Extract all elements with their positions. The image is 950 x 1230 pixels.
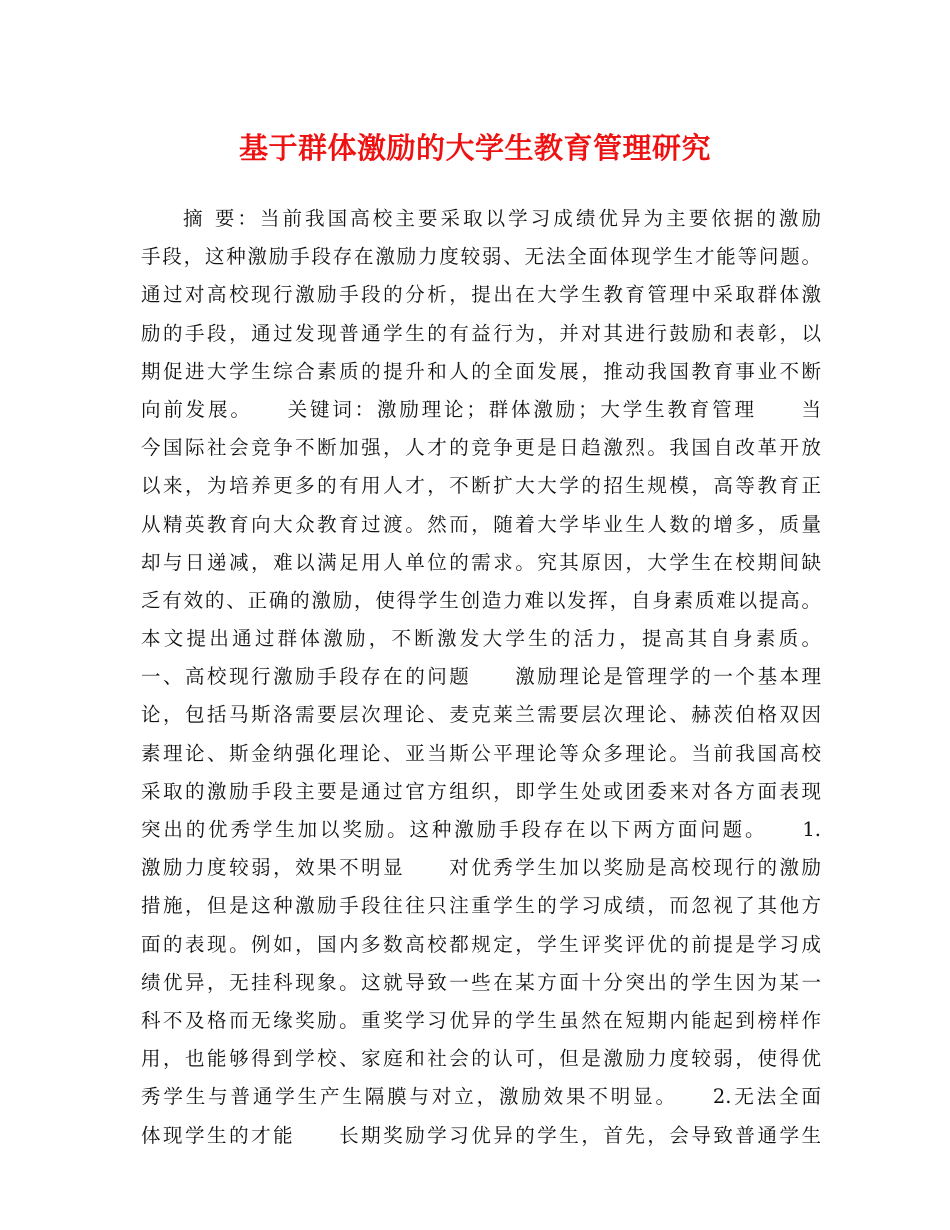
paragraph-line: 措施，但是这种激励手段往往只注重学生的学习成绩，而忽视了其他方 <box>141 894 821 918</box>
paragraph-line: 本文提出通过群体激励，不断激发大学生的活力，提高其自身素质。 <box>141 627 821 651</box>
paragraph-line: 突出的优秀学生加以奖励。这种激励手段存在以下两方面问题。 1. <box>141 818 821 841</box>
paragraph-line: 体现学生的才能 长期奖励学习优异的学生，首先，会导致普通学生 <box>141 1123 821 1147</box>
paragraph-line: 向前发展。 关键词：激励理论；群体激励；大学生教育管理 当 <box>141 397 821 421</box>
paragraph-line: 以来，为培养更多的有用人才，不断扩大大学的招生规模，高等教育正 <box>141 474 821 498</box>
paragraph-line: 却与日递减，难以满足用人单位的需求。究其原因，大学生在校期间缺 <box>141 550 821 574</box>
paragraph-line: 绩优异，无挂科现象。这就导致一些在某方面十分突出的学生因为某一 <box>141 970 821 994</box>
paragraph-line: 科不及格而无缘奖励。重奖学习优异的学生虽然在短期内能起到榜样作 <box>141 1008 821 1032</box>
paragraph-line: 手段，这种激励手段存在激励力度较弱、无法全面体现学生才能等问题。 <box>141 245 821 269</box>
paragraph-line: 今国际社会竞争不断加强，人才的竞争更是日趋激烈。我国自改革开放 <box>141 436 821 460</box>
paragraph-line: 通过对高校现行激励手段的分析，提出在大学生教育管理中采取群体激 <box>141 283 821 307</box>
paragraph-line: 素理论、斯金纳强化理论、亚当斯公平理论等众多理论。当前我国高校 <box>141 741 821 765</box>
document-body <box>141 200 821 1155</box>
paragraph-line: 论，包括马斯洛需要层次理论、麦克莱兰需要层次理论、赫茨伯格双因 <box>141 703 821 727</box>
paragraph-line: 乏有效的、正确的激励，使得学生创造力难以发挥，自身素质难以提高。 <box>141 588 821 612</box>
paragraph-line: 面的表现。例如，国内多数高校都规定，学生评奖评优的前提是学习成 <box>141 932 821 956</box>
paragraph-line: 期促进大学生综合素质的提升和人的全面发展，推动我国教育事业不断 <box>141 359 821 383</box>
paragraph-line: 采取的激励手段主要是通过官方组织，即学生处或团委来对各方面表现 <box>141 779 821 803</box>
paragraph-line: 秀学生与普通学生产生隔膜与对立，激励效果不明显。 2.无法全面 <box>141 1085 821 1109</box>
paragraph-line: 激励力度较弱，效果不明显 对优秀学生加以奖励是高校现行的激励 <box>141 856 821 880</box>
paragraph-line: 从精英教育向大众教育过渡。然而，随着大学毕业生人数的增多，质量 <box>141 512 821 536</box>
document-title: 基于群体激励的大学生教育管理研究 <box>238 131 711 165</box>
paragraph-line: 一、高校现行激励手段存在的问题 激励理论是管理学的一个基本理 <box>141 665 821 689</box>
paragraph-line: 励的手段，通过发现普通学生的有益行为，并对其进行鼓励和表彰，以 <box>141 321 821 345</box>
paragraph-line: 用，也能够得到学校、家庭和社会的认可，但是激励力度较弱，使得优 <box>141 1047 821 1071</box>
paragraph-line: 摘 要：当前我国高校主要采取以学习成绩优异为主要依据的激励 <box>183 207 821 230</box>
